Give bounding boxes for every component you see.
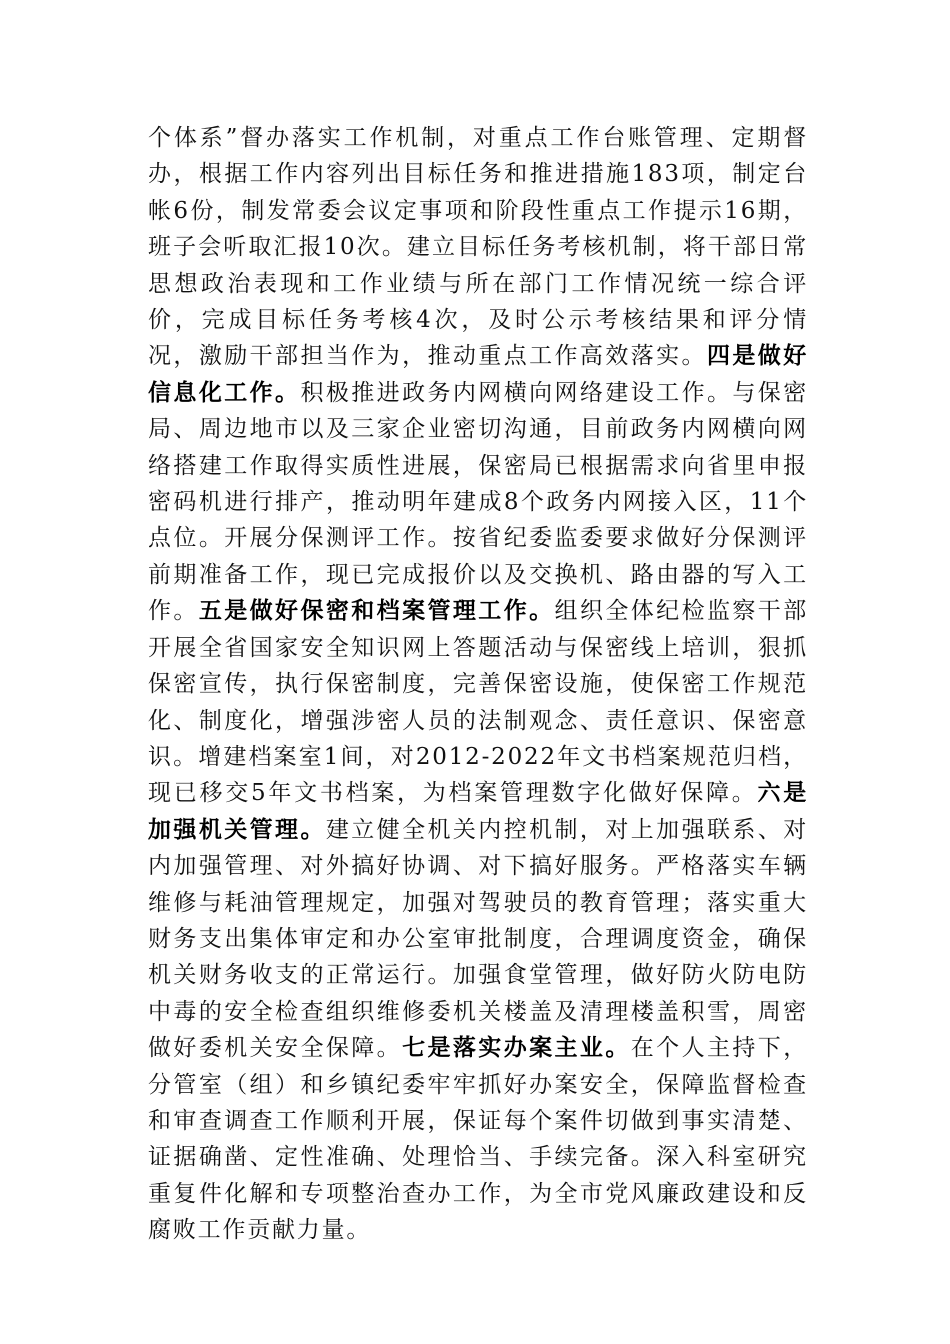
heading-four-informatization: 四是做好信息化工作。 <box>148 342 808 406</box>
heading-five-confidentiality-archives: 五是做好保密和档案管理工作。 <box>198 597 555 625</box>
text-segment-1: 个体系”督办落实工作机制，对重点工作台账管理、定期督办，根据工作内容列出目标任务和推进措施183项，制定台帐6份，制发常委会议定事项和阶段性重点工作提示16期，班子会听取汇报10次。建立目标任务考核机制，将干部日常思想政治表现和工作业绩与所在部门工作情况统一综合评价，完成目标任务考核4次，及时公示考核结果和评分情况，激励干部担当作为，推动重点工作高效落实。 <box>148 125 808 370</box>
text-segment-4: 建立健全机关内控机制，对上加强联系、对内加强管理、对外搞好协调、对下搞好服务。严格落实车辆维修与耗油管理规定，加强对驾驶员的教育管理；落实重大财务支出集体审定和办公室审批制度，合理调度资金，确保机关财务收支的正常运行。加强食堂管理，做好防火防电防中毒的安全检查组织维修委机关楼盖及清理楼盖积雪，周密做好委机关安全保障。 <box>148 816 808 1062</box>
text-segment-3: 组织全体纪检监察干部开展全省国家安全知识网上答题活动与保密线上培训，狠抓保密宣传，执行保密制度，完善保密设施，使保密工作规范化、制度化，增强涉密人员的法制观念、责任意识、保密意识。增建档案室1间，对2012-2022年文书档案规范归档，现已移交5年文书档案，为档案管理数字化做好保障。 <box>148 598 809 807</box>
text-segment-2: 积极推进政务内网横向网络建设工作。与保密局、周边地市以及三家企业密切沟通，目前政务内网横向网络搭建工作取得实质性进展，保密局已根据需求向省里申报密码机进行排产，推动明年建成8个政务内网接入区，11个点位。开展分保测评工作。按省纪委监委要求做好分保测评前期准备工作，现已完成报价以及交换机、路由器的写入工作。 <box>148 379 808 625</box>
heading-six-office-management: 六是加强机关管理。 <box>148 779 808 843</box>
text-segment-5: 在个人主持下，分管室（组）和乡镇纪委牢牢抓好办案安全，保障监督检查和审查调查工作顺利开展，保证每个案件切做到事实清楚、证据确凿、定性准确、处理恰当、手续完备。深入科室研究重复件化解和专项整治查办工作，为全市党风廉政建设和反腐败工作贡献力量。 <box>148 1035 808 1244</box>
body-paragraph <box>148 120 808 1249</box>
heading-seven-case-handling: 七是落实办案主业。 <box>402 1034 631 1062</box>
